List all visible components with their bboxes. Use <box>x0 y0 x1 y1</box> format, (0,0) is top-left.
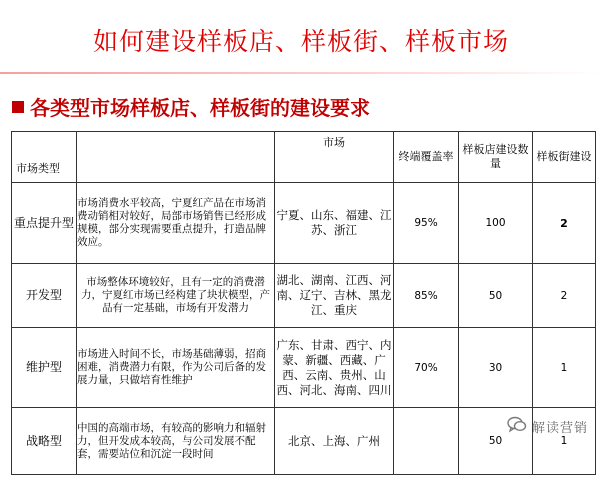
row-street: 1 <box>533 408 596 475</box>
watermark-text: 解读营销 <box>531 421 588 436</box>
header-street: 样板街建设 <box>533 132 596 183</box>
header-description <box>77 132 275 183</box>
row-type: 战略型 <box>12 408 77 475</box>
row-markets: 广东、甘肃、西宁、内蒙、新疆、西藏、广西、云南、贵州、山西、河北、海南、四川 <box>275 328 394 408</box>
row-description: 中国的高端市场，有较高的影响力和辐射力，但开发成本较高，与公司发展不配套，需要站位和沉淀一段时间 <box>77 408 275 475</box>
row-coverage: 95% <box>394 183 459 264</box>
title-divider <box>0 72 602 74</box>
row-description: 市场进入时间不长，市场基础薄弱，招商困难，消费潜力有限，作为公司后备的发展力量，只做培育性维护 <box>77 328 275 408</box>
table-row <box>12 183 596 264</box>
row-store-count: 50 <box>459 264 533 328</box>
section-heading-text: 各类型市场样板店、样板街的建设要求 <box>30 96 370 120</box>
row-coverage: 70% <box>394 328 459 408</box>
header-market-type: 市场类型 <box>12 132 77 183</box>
row-street: 2 <box>533 183 596 264</box>
watermark <box>507 416 588 437</box>
header-markets: 市场 <box>275 132 394 183</box>
row-store-count: 50 <box>459 408 533 475</box>
wechat-chat-icon <box>507 416 527 437</box>
row-description: 市场整体环境较好，且有一定的消费潜力，宁夏红市场已经构建了块状模型，产品有一定基础，市场有开发潜力 <box>77 264 275 328</box>
section-heading <box>12 92 370 121</box>
row-store-count: 30 <box>459 328 533 408</box>
table-header-row <box>12 132 596 183</box>
row-markets: 北京、上海、广州 <box>275 408 394 475</box>
header-coverage: 终端覆盖率 <box>394 132 459 183</box>
row-markets: 湖北、湖南、江西、河南、辽宁、吉林、黑龙江、重庆 <box>275 264 394 328</box>
table-row <box>12 328 596 408</box>
row-street: 2 <box>533 264 596 328</box>
row-type: 重点提升型 <box>12 183 77 264</box>
row-store-count: 100 <box>459 183 533 264</box>
square-bullet-icon <box>12 101 24 113</box>
row-type: 开发型 <box>12 264 77 328</box>
row-coverage <box>394 408 459 475</box>
table-row <box>12 264 596 328</box>
row-description: 市场消费水平较高，宁夏红产品在市场消费动销相对较好，局部市场销售已经形成规模，部分实现需要重点提升，打造品牌效应。 <box>77 183 275 264</box>
row-coverage: 85% <box>394 264 459 328</box>
header-store-count: 样板店建设数量 <box>459 132 533 183</box>
page-title: 如何建设样板店、样板街、样板市场 <box>92 27 509 56</box>
row-markets: 宁夏、山东、福建、江苏、浙江 <box>275 183 394 264</box>
row-street: 1 <box>533 328 596 408</box>
row-type: 维护型 <box>12 328 77 408</box>
